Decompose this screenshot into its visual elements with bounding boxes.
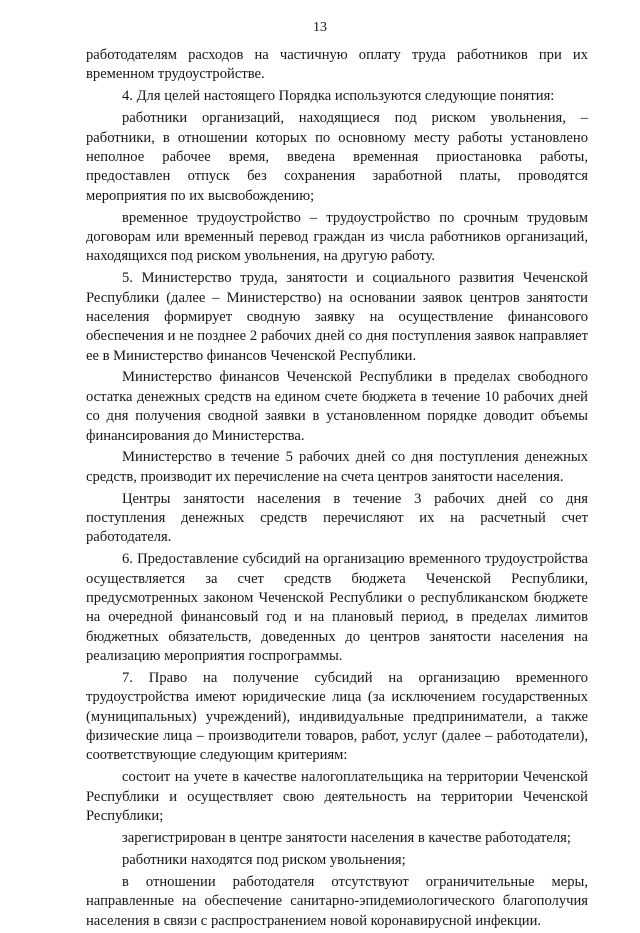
paragraph-definition-temporary-employment: временное трудоустройство – трудоустройство по срочным трудовым договорам или временный перевод граждан из числа работников организаций, находящихся под риском увольнения, на другую работу.: [86, 209, 588, 265]
page-number: 13: [313, 20, 327, 35]
paragraph-criterion-center-registration: зарегистрирован в центре занятости населения в качестве работодателя;: [122, 829, 571, 846]
paragraph-item-6: 6. Предоставление субсидий на организацию временного трудоустройства осуществляется за счет средств бюджета Чеченской Республики, предусмотренных законом Чеченской Республики о республиканском бюджете на очередной финансовый год и на плановый период, в пределах лимитов бюджетных обязательств, доведенных до центров занятости населения на реализацию мероприятия госпрограммы.: [86, 551, 588, 665]
paragraph-criterion-tax-registration: состоит на учете в качестве налогоплательщика на территории Чеченской Республики и осуществляет свою деятельность на территории Чеченской Республики;: [86, 769, 588, 824]
paragraph-criterion-dismissal-risk: работники находятся под риском увольнения;: [122, 851, 406, 868]
paragraph-item-7: 7. Право на получение субсидий на организацию временного трудоустройства имеют юридические лица (за исключением государственных (муниципальных) учреждений), индивидуальные предприниматели, а также физические лица – производители товаров, работ, услуг (далее – работодатели), соответствующие следующим критериям:: [86, 670, 588, 764]
paragraph-continuation: работодателям расходов на частичную оплату труда работников при их временном трудоустройстве.: [86, 47, 588, 83]
document-body: [86, 46, 588, 933]
paragraph-item-4: 4. Для целей настоящего Порядка используются следующие понятия:: [122, 88, 555, 105]
paragraph-ministry-transfer: Министерство в течение 5 рабочих дней со дня поступления денежных средств, производит их перечисление на счета центров занятости населения.: [86, 449, 588, 485]
paragraph-criterion-no-restrictions: в отношении работодателя отсутствуют ограничительные меры, направленные на обеспечение санитарно-эпидемиологического благополучия населения в связи с распространением новой коронавирусной инфекции.: [86, 873, 588, 929]
paragraph-employment-centers: Центры занятости населения в течение 3 рабочих дней со дня поступления денежных средств перечисляют их на расчетный счет работодателя.: [86, 490, 588, 546]
paragraph-ministry-of-finance: Министерство финансов Чеченской Республики в пределах свободного остатка денежных средств на едином счете бюджета в течение 10 рабочих дней со дня получения сводной заявки в установленном порядке доводит объемы финансирования до Министерства.: [86, 369, 588, 444]
paragraph-item-5: 5. Министерство труда, занятости и социального развития Чеченской Республики (далее – Министерство) на основании заявок центров занятости населения формирует сводную заявку на осуществление финансового обеспечения и не позднее 2 рабочих дней со дня поступления заявок направляет ее в Министерство финансов Чеченской Республики.: [86, 270, 588, 364]
paragraph-definition-workers: работники организаций, находящиеся под риском увольнения, – работники, в отношении которых по основному месту работы установлено неполное рабочее время, введена временная приостановка работы, предоставлен отпуск без сохранения заработной платы, проводятся мероприятия по их высвобождению;: [86, 110, 588, 204]
